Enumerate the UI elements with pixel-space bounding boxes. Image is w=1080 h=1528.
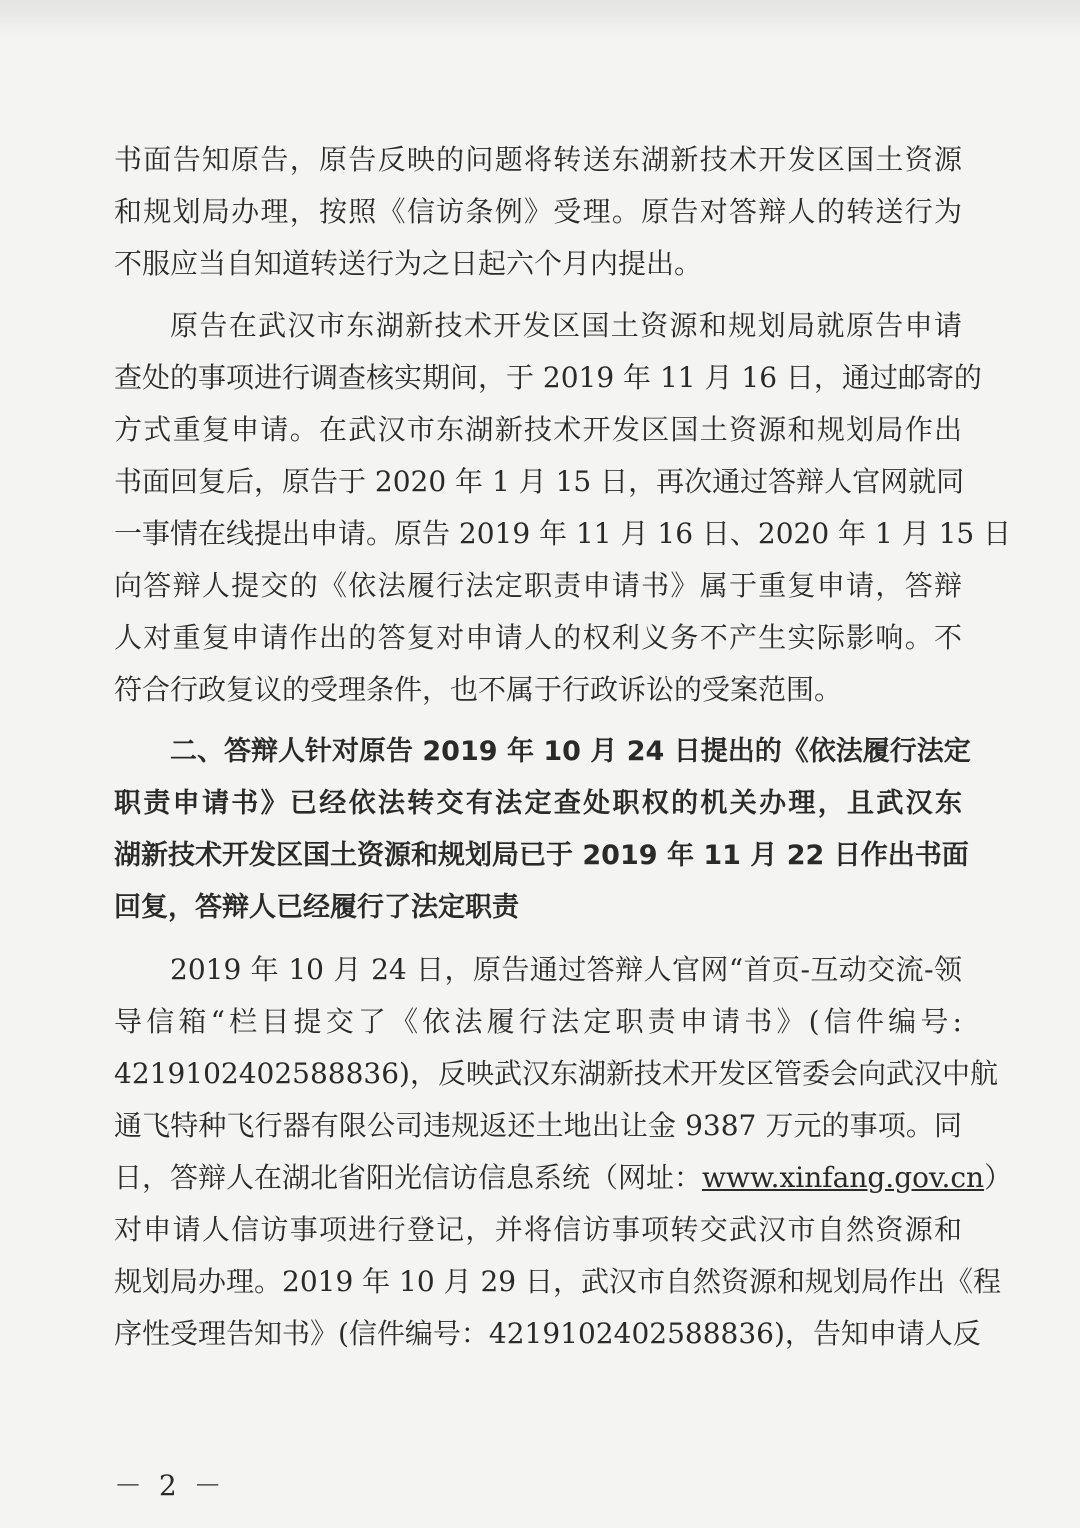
scan-shadow	[0, 0, 1080, 38]
text-line: 向答辩人提交的《依法履行法定职责申请书》属于重复申请，答辩	[114, 569, 962, 602]
text-line: 方式重复申请。在武汉市东湖新技术开发区国土资源和规划局作出	[114, 413, 962, 446]
body-text	[114, 134, 1013, 1360]
text-line: 一事情在线提出申请。原告 2019 年 11 月 16 日、2020 年 1 月 15 日	[114, 517, 1012, 550]
website-link[interactable]: www.xinfang.gov.cn	[702, 1161, 985, 1194]
text-line: 规划局办理。2019 年 10 月 29 日，武汉市自然资源和规划局作出《程	[114, 1265, 1002, 1298]
text-line-with-url	[114, 1152, 1013, 1204]
text-line: 人对重复申请作出的答复对申请人的权利义务不产生实际影响。不	[114, 621, 962, 654]
text-line-suffix: ）	[984, 1161, 1013, 1194]
section-heading: 二、答辩人针对原告 2019 年 10 月 24 日提出的《依法履行法定	[170, 736, 971, 767]
text-line: 和规划局办理，按照《信访条例》受理。原告对答辩人的转送行为	[114, 195, 962, 228]
text-line: 查处的事项进行调查核实期间，于 2019 年 11 月 16 日，通过邮寄的	[114, 361, 982, 394]
text-line: 序性受理告知书》(信件编号：4219102402588836)，告知申请人反	[114, 1317, 981, 1350]
text-line: 4219102402588836)，反映武汉东湖新技术开发区管委会向武汉中航	[114, 1057, 998, 1090]
text-line: 通飞特种飞行器有限公司违规返还土地出让金 9387 万元的事项。同	[114, 1109, 962, 1142]
text-line: 书面回复后，原告于 2020 年 1 月 15 日，再次通过答辩人官网就同	[114, 465, 965, 498]
section-heading-line: 回复，答辩人已经履行了法定职责	[114, 892, 519, 923]
text-line: 对申请人信访事项进行登记，并将信访事项转交武汉市自然资源和	[114, 1213, 962, 1246]
text-line: 不服应当自知道转送行为之日起六个月内提出。	[114, 247, 703, 280]
page-number: － 2 －	[114, 1469, 226, 1502]
text-line: 书面告知原告，原告反映的问题将转送东湖新技术开发区国土资源	[114, 143, 962, 176]
text-line: 符合行政复议的受理条件，也不属于行政诉讼的受案范围。	[114, 673, 843, 706]
paragraph-start: 原告在武汉市东湖新技术开发区国土资源和规划局就原告申请	[170, 309, 962, 342]
text-line-prefix: 日，答辩人在湖北省阳光信访信息系统（网址：	[114, 1161, 703, 1194]
paragraph-start: 2019 年 10 月 24 日，原告通过答辩人官网“首页-互动交流-领	[170, 953, 962, 986]
section-heading-line: 湖新技术开发区国土资源和规划局已于 2019 年 11 月 22 日作出书面	[114, 840, 969, 871]
text-line: 导信箱“栏目提交了《依法履行法定职责申请书》(信件编号:	[114, 1005, 962, 1038]
section-heading-line: 职责申请书》已经依法转交有法定查处职权的机关办理，且武汉东	[114, 788, 962, 819]
